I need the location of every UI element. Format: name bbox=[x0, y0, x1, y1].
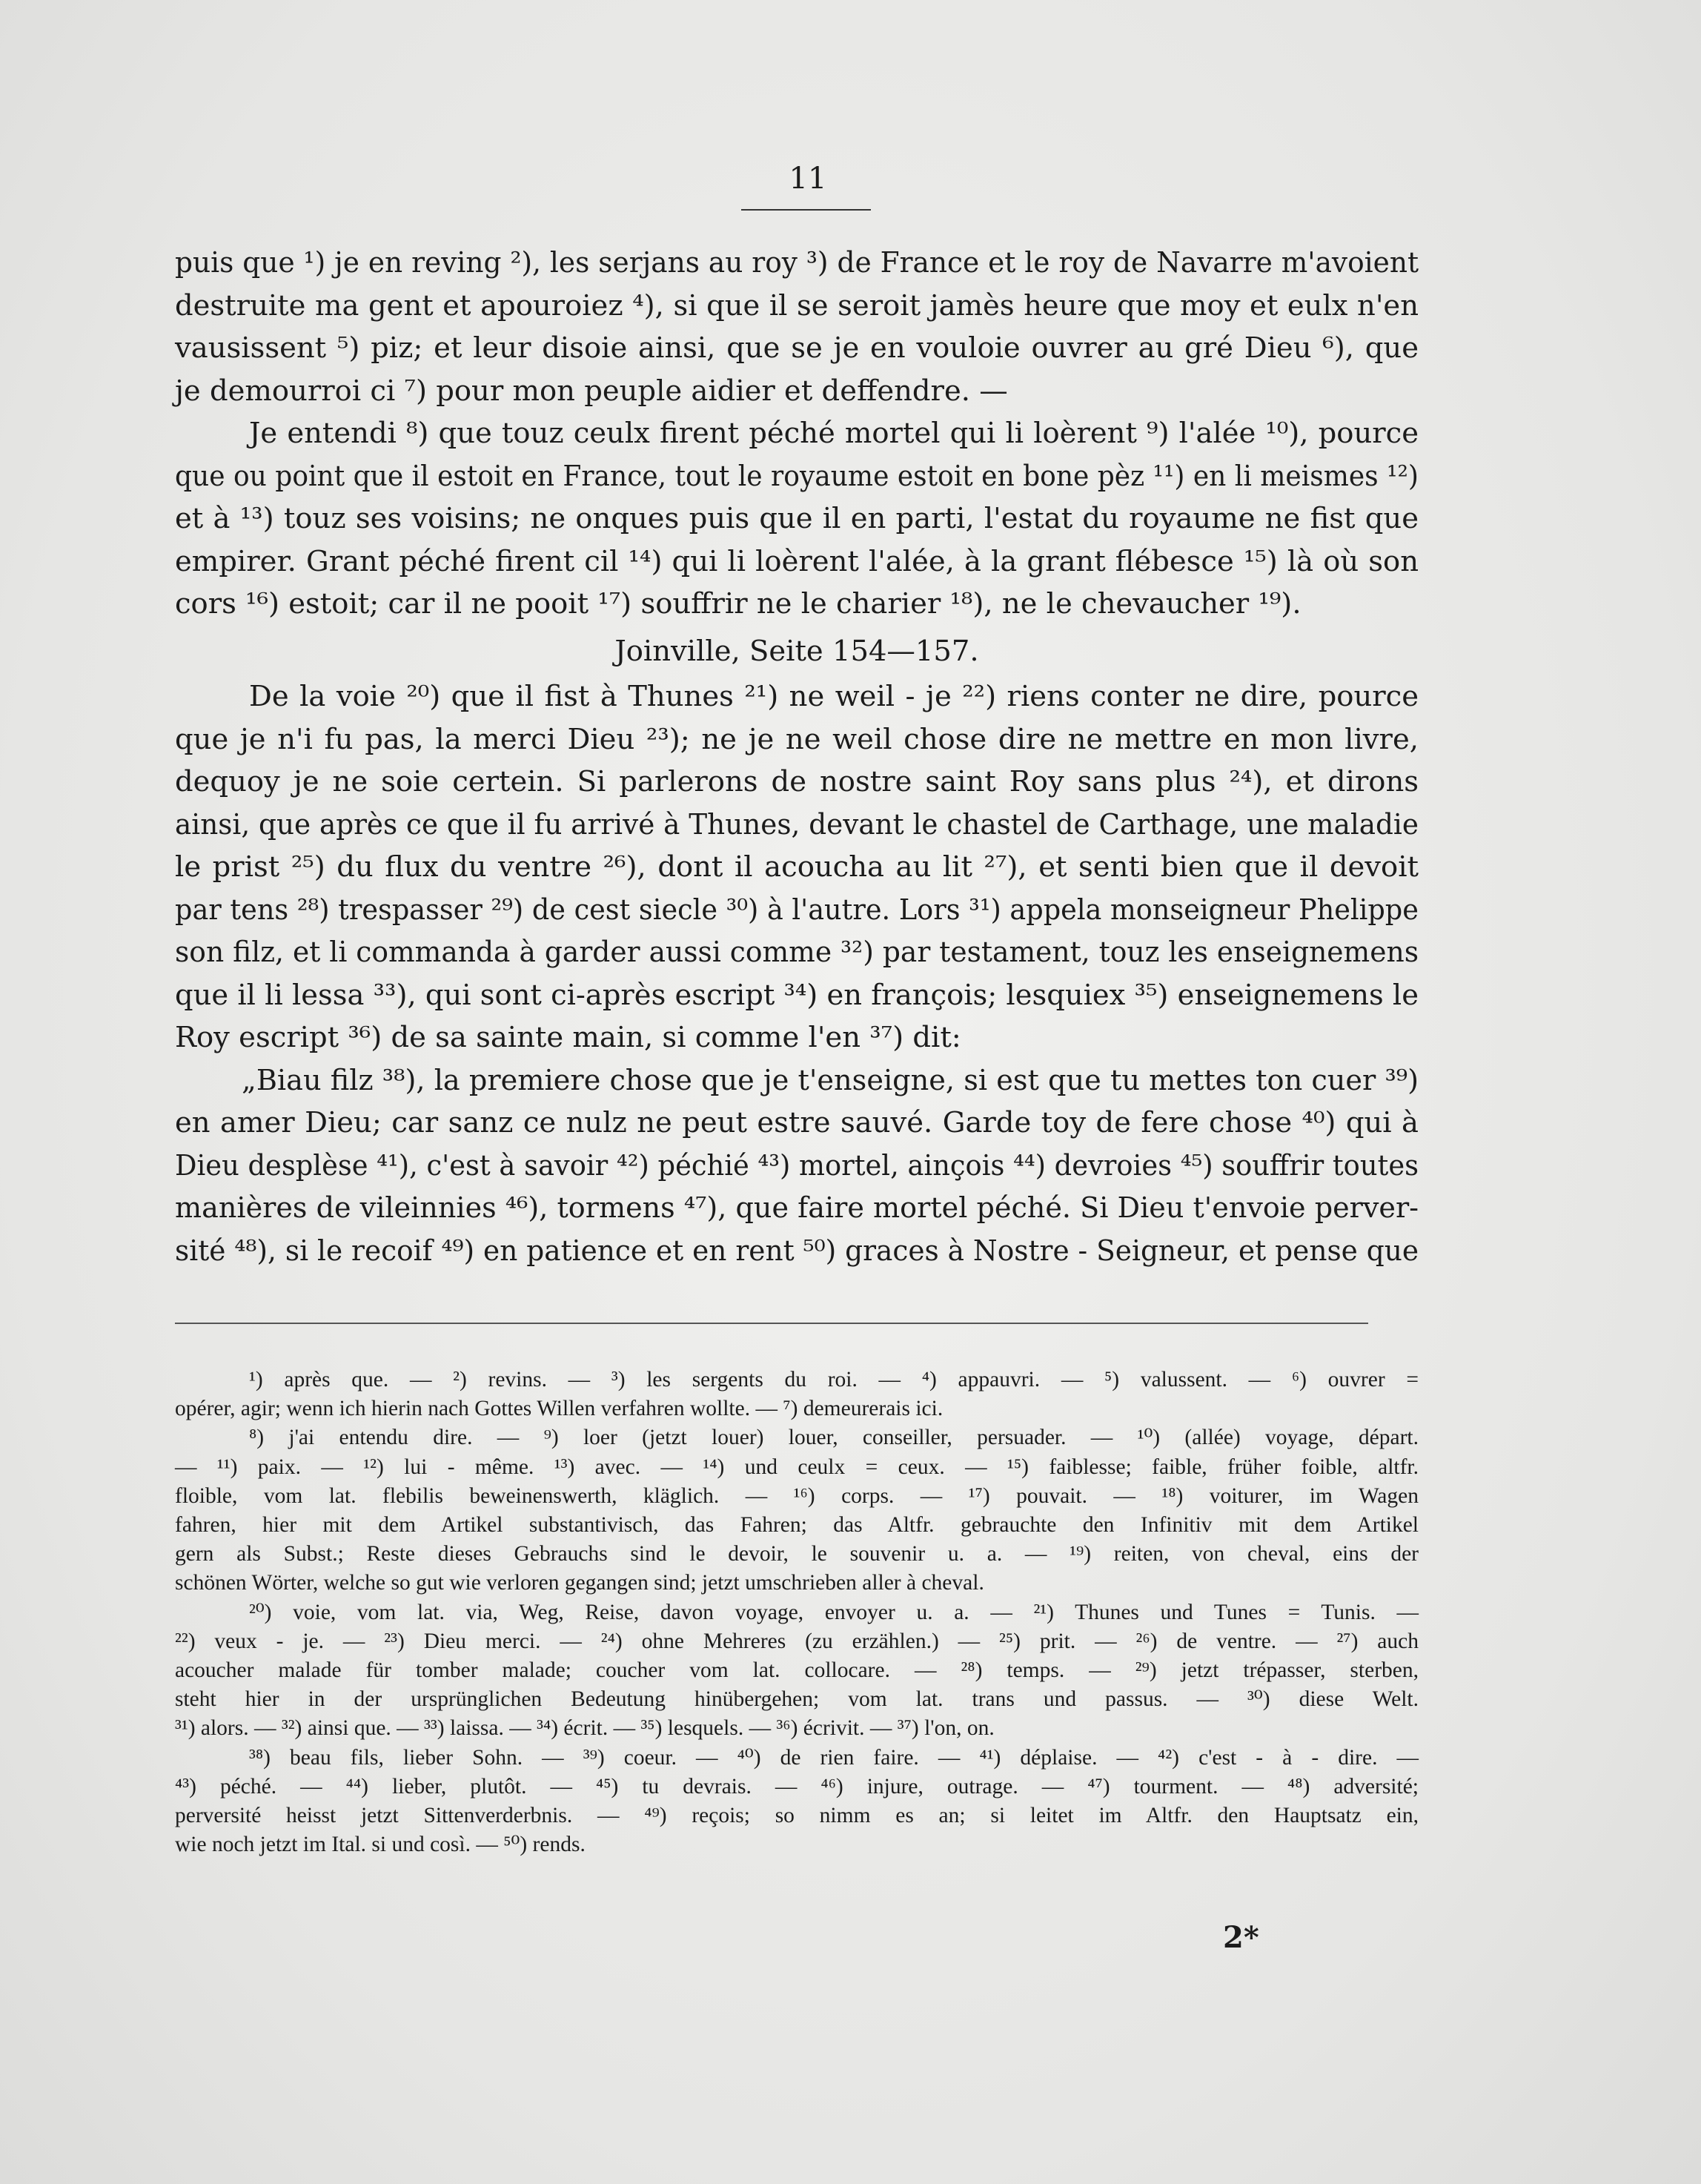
text-line: Dieu desplèse ⁴¹), c'est à savoir ⁴²) péchié ⁴³) mortel, ainçois ⁴⁴) devroies ⁴⁵) souffrir toutes bbox=[175, 1148, 1419, 1182]
footnote-line: opérer, agir; wenn ich hierin nach Gottes Willen verfahren wollte. — ⁷) demeurerais ici. bbox=[175, 1397, 944, 1421]
main-text bbox=[175, 242, 1419, 1272]
footnote-line: floible, vom lat. flebilis beweinenswerth, kläglich. — ¹⁶) corps. — ¹⁷) pouvait. — ¹⁸) voiturer, im Wagen bbox=[175, 1483, 1419, 1508]
text-line: Roy escript ³⁶) de sa sainte main, si comme l'en ³⁷) dit: bbox=[175, 1021, 961, 1054]
text-line: puis que ¹) je en reving ²), les serjans au roy ³) de France et le roy de Navarre m'avoient bbox=[175, 246, 1419, 279]
footnote-line: wie noch jetzt im Ital. si und così. — ⁵⁰) rends. bbox=[175, 1833, 586, 1857]
text-line: le prist ²⁵) du flux du ventre ²⁶), dont il acoucha au lit ²⁷), et senti bien que il devoit bbox=[175, 850, 1419, 884]
footnote-line: fahren, hier mit dem Artikel substantivisch, das Fahren; das Altfr. gebrauchte den Infinitiv mit dem Artikel bbox=[175, 1513, 1419, 1538]
text-line: que ou point que il estoit en France, tout le royaume estoit en bone pèz ¹¹) en li meismes ¹²) bbox=[175, 459, 1419, 493]
footnote-line: ⁸) j'ai entendu dire. — ⁹) loer (jetzt louer) louer, conseiller, persuader. — ¹⁰) (allée) voyage, départ. bbox=[249, 1426, 1419, 1450]
text-line: vausissent ⁵) piz; et leur disoie ainsi, que se je en vouloie ouvrer au gré Dieu ⁶), que bbox=[175, 331, 1419, 365]
text-line: cors ¹⁶) estoit; car il ne pooit ¹⁷) souffrir ne le charier ¹⁸), ne le chevaucher ¹⁹). bbox=[175, 587, 1302, 621]
signature-mark: 2* bbox=[1223, 1920, 1259, 1955]
footnote-line: perversité heisst jetzt Sittenverderbnis. — ⁴⁹) reçois; so nimm es an; si leitet im Altfr. den Hauptsatz ein, bbox=[175, 1804, 1419, 1828]
text-line: empirer. Grant péché firent cil ¹⁴) qui li loèrent l'alée, à la grant flébesce ¹⁵) là où son bbox=[175, 544, 1419, 578]
footnote-line: ⁴³) péché. — ⁴⁴) lieber, plutôt. — ⁴⁵) tu devrais. — ⁴⁶) injure, outrage. — ⁴⁷) tourment. — ⁴⁸) adversité; bbox=[175, 1774, 1419, 1799]
section-heading: Joinville, Seite 154—157. bbox=[614, 634, 979, 668]
text-line: dequoy je ne soie certein. Si parlerons de nostre saint Roy sans plus ²⁴), et dirons bbox=[175, 765, 1419, 798]
text-line: sité ⁴⁸), si le recoif ⁴⁹) en patience et en rent ⁵⁰) graces à Nostre - Seigneur, et pense que bbox=[175, 1234, 1419, 1268]
footnote-line: ¹) après que. — ²) revins. — ³) les sergents du roi. — ⁴) appauvri. — ⁵) valussent. — ⁶) ouvrer = bbox=[249, 1368, 1419, 1392]
footnote-line: ²²) veux - je. — ²³) Dieu merci. — ²⁴) ohne Mehreres (zu erzählen.) — ²⁵) prit. — ²⁶) de ventre. — ²⁷) auch bbox=[175, 1629, 1419, 1653]
footnote-line: schönen Wörter, welche so gut wie verloren gegangen sind; jetzt umschrieben aller à cheval. bbox=[175, 1571, 984, 1595]
footnote-line: gern als Subst.; Reste dieses Gebrauchs sind le devoir, le souvenir u. a. — ¹⁹) reiten, von cheval, eins der bbox=[175, 1542, 1419, 1566]
text-line: manières de vileinnies ⁴⁶), tormens ⁴⁷), que faire mortel péché. Si Dieu t'envoie perver- bbox=[175, 1191, 1419, 1225]
text-line: Je entendi ⁸) que touz ceulx firent péché mortel qui li loèrent ⁹) l'alée ¹⁰), pource bbox=[249, 417, 1419, 450]
page-number-rule bbox=[741, 209, 871, 211]
footnote-line: steht hier in der ursprünglichen Bedeutung hinübergehen; vom lat. trans und passus. — ³⁰) diese Welt. bbox=[175, 1687, 1419, 1712]
footnote-line: — ¹¹) paix. — ¹²) lui - même. ¹³) avec. — ¹⁴) und ceulx = ceux. — ¹⁵) faiblesse; faible, früher foible, altfr. bbox=[175, 1455, 1419, 1479]
text-line: que il li lessa ³³), qui sont ci-après escript ³⁴) en françois; lesquiex ³⁵) enseignemens le bbox=[175, 978, 1419, 1012]
text-line: je demourroi ci ⁷) pour mon peuple aidier et deffendre. — bbox=[175, 374, 1008, 408]
footnote-line: acoucher malade für tomber malade; coucher vom lat. collocare. — ²⁸) temps. — ²⁹) jetzt trépasser, sterben, bbox=[175, 1658, 1419, 1683]
text-line: De la voie ²⁰) que il fist à Thunes ²¹) ne weil - je ²²) riens conter ne dire, pource bbox=[249, 680, 1419, 713]
page-number: 11 bbox=[789, 162, 827, 196]
text-line: son filz, et li commanda à garder aussi comme ³²) par testament, touz les enseignemens bbox=[175, 936, 1419, 969]
footnote-line: ²⁰) voie, vom lat. via, Weg, Reise, davon voyage, envoyer u. a. — ²¹) Thunes und Tunes = Tunis. — bbox=[249, 1600, 1419, 1624]
footnote-rule bbox=[175, 1323, 1368, 1324]
text-line: destruite ma gent et apouroiez ⁴), si que il se seroit jamès heure que moy et eulx n'en bbox=[175, 288, 1419, 322]
text-line: en amer Dieu; car sanz ce nulz ne peut estre sauvé. Garde toy de fere chose ⁴⁰) qui à bbox=[175, 1106, 1419, 1139]
text-line: „Biau filz ³⁸), la premiere chose que je t'enseigne, si est que tu mettes ton cuer ³⁹) bbox=[242, 1063, 1419, 1097]
footnote-line: ³¹) alors. — ³²) ainsi que. — ³³) laissa. — ³⁴) écrit. — ³⁵) lesquels. — ³⁶) écrivit. — ³⁷) l'on, on. bbox=[175, 1716, 995, 1741]
footnotes bbox=[175, 1366, 1419, 1859]
text-line: par tens ²⁸) trespasser ²⁹) de cest siecle ³⁰) à l'autre. Lors ³¹) appela monseigneur Phelippe bbox=[175, 893, 1419, 927]
text-line: ainsi, que après ce que il fu arrivé à Thunes, devant le chastel de Carthage, une maladie bbox=[175, 807, 1419, 841]
text-line: et à ¹³) touz ses voisins; ne onques puis que il en parti, l'estat du royaume ne fist que bbox=[175, 502, 1419, 535]
footnote-line: ³⁸) beau fils, lieber Sohn. — ³⁹) coeur. — ⁴⁰) de rien faire. — ⁴¹) déplaise. — ⁴²) c'est - à - dire. — bbox=[249, 1745, 1419, 1770]
text-line: que je n'i fu pas, la merci Dieu ²³); ne je ne weil chose dire ne mettre en mon livre, bbox=[175, 722, 1419, 756]
